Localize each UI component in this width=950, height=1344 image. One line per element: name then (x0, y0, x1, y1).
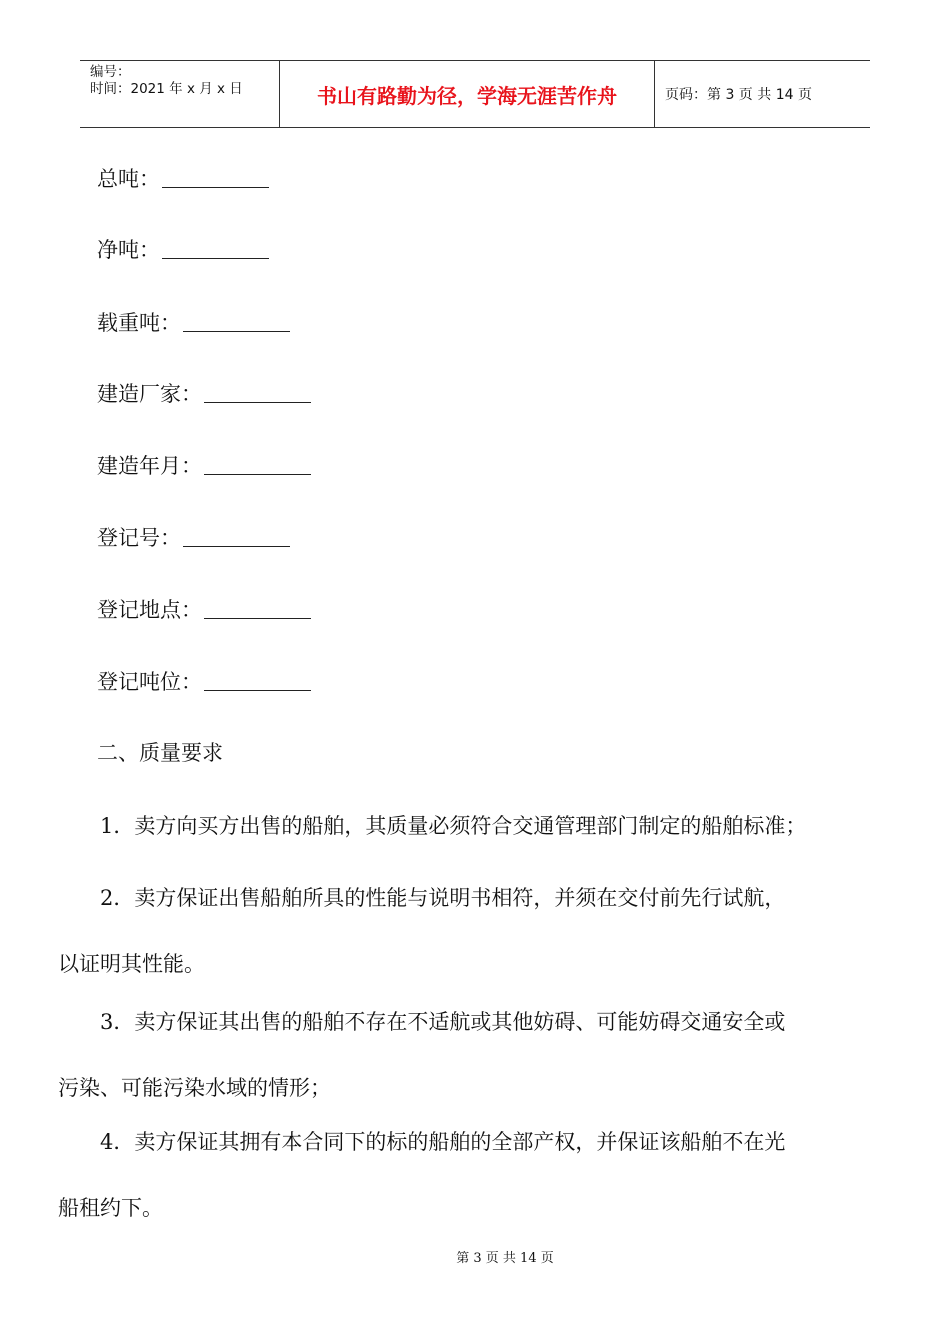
page-footer: 第 3 页 共 14 页 (456, 1251, 554, 1266)
field-builder (97, 378, 311, 408)
field-registered-tonnage (97, 666, 311, 696)
fill-blank (204, 689, 311, 691)
fill-blank (162, 257, 269, 259)
field-registration-number (97, 522, 290, 552)
fill-blank (204, 401, 311, 403)
paragraph-line: 3．卖方保证其出售的船舶不存在不适航或其他妨碍、可能妨碍交通安全或 (58, 1010, 786, 1034)
field-registration-place (97, 594, 311, 624)
section-title: 二、质量要求 (97, 741, 223, 765)
field-label: 总吨： (97, 167, 160, 191)
fill-blank (183, 545, 290, 547)
field-label: 登记吨位： (97, 670, 202, 694)
paragraph-1 (58, 810, 878, 840)
doc-number-label: 编号： (90, 64, 131, 80)
field-deadweight (97, 307, 290, 337)
field-label: 登记地点： (97, 598, 202, 622)
field-label: 净吨： (97, 238, 160, 262)
fill-blank (204, 617, 311, 619)
paragraph-line: 4．卖方保证其拥有本合同下的标的船舶的全部产权，并保证该船舶不在光 (58, 1130, 786, 1154)
field-gross-tonnage (97, 163, 269, 193)
field-net-tonnage (97, 234, 269, 264)
field-label: 建造年月： (97, 454, 202, 478)
paragraph-line: 2．卖方保证出售船舶所具的性能与说明书相符，并须在交付前先行试航， (58, 886, 786, 910)
fill-blank (204, 473, 311, 475)
paragraph-4 (58, 1126, 878, 1222)
field-build-date (97, 450, 311, 480)
fill-blank (183, 330, 290, 332)
paragraph-2 (58, 882, 878, 978)
field-label: 建造厂家： (97, 382, 202, 406)
header-meta (80, 61, 280, 127)
paragraph-line: 污染、可能污染水域的情形； (58, 1076, 331, 1100)
doc-time-label: 时间：2021 年 x 月 x 日 (90, 81, 243, 97)
field-label: 载重吨： (97, 311, 181, 335)
paragraph-line: 1．卖方向买方出售的船舶，其质量必须符合交通管理部门制定的船舶标准； (58, 814, 807, 838)
paragraph-3 (58, 1006, 878, 1102)
paragraph-line: 以证明其性能。 (58, 952, 205, 976)
field-label: 登记号： (97, 526, 181, 550)
paragraph-line: 船租约下。 (58, 1196, 163, 1220)
header-motto: 书山有路勤为径，学海无涯苦作舟 (280, 61, 655, 127)
fill-blank (162, 186, 269, 188)
header-page-info: 页码：第 3 页 共 14 页 (665, 87, 812, 103)
document-header (80, 60, 870, 128)
